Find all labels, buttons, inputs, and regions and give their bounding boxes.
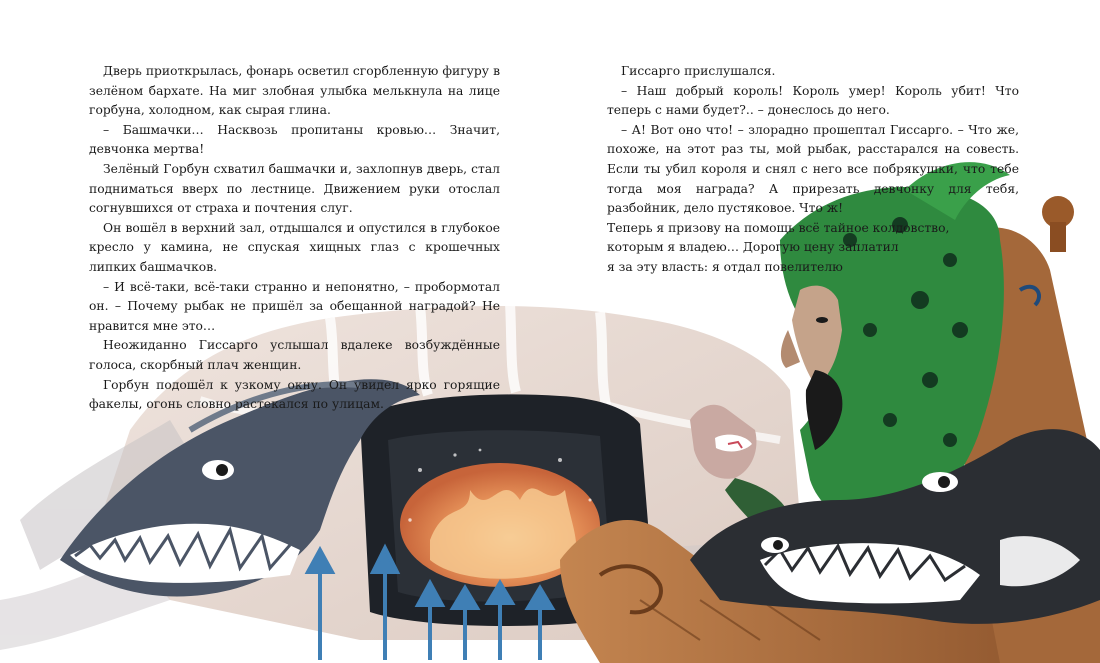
- text-line: я за эту власть: я отдал повелителю: [607, 259, 843, 274]
- paragraph: Горбун подошёл к узкому окну. Он увидел ярко горящие факелы, огонь словно растекался по улицам.: [89, 377, 500, 412]
- text-line: Теперь я призову на помощь всё тайное колдовство,: [607, 220, 950, 235]
- text-line: которым я владею… Дорогую цену заплатил: [607, 240, 899, 255]
- paragraph: – Наш добрый король! Король умер! Король убит! Что теперь с нами будет?.. – донеслось до него.: [607, 83, 1019, 118]
- text-column-right: [607, 62, 1019, 278]
- text-column-left: [89, 62, 500, 415]
- paragraph: – Башмачки… Насквозь пропитаны кровью… Значит, девчонка мертва!: [89, 122, 500, 157]
- paragraph: Зелёный Горбун схватил башмачки и, захлопнув дверь, стал подниматься вверх по лестнице. Движением руки отослал согнувшихся от страха и почтения слуг.: [89, 161, 500, 216]
- paragraph: Неожиданно Гиссарго услышал вдалеке возбуждённые голоса, скорбный плач женщин.: [89, 338, 500, 372]
- paragraph: – А! Вот оно что! – злорадно прошептал Гиссарго. – Что же, похоже, на этот раз ты, мой рыбак, расстарался на совесть. Если ты убил короля и снял с него все побрякушки, что тебе тогда моя награда? А прирезать девчонку для тебя, разбойник, дело пустяковое. Что ж!: [607, 122, 1019, 216]
- paragraph: Он вошёл в верхний зал, отдышался и опустился в глубокое кресло у камина, не спуская хищных глаз с крошечных липких башмачков.: [89, 220, 500, 274]
- paragraph: – И всё-таки, всё-таки странно и непонятно, – пробормотал он. – Почему рыбак не пришёл за обещанной наградой? Не нравится мне это…: [89, 279, 500, 333]
- paragraph: Гиссарго прислушался.: [621, 64, 776, 78]
- paragraph: Дверь приоткрылась, фонарь осветил сгорбленную фигуру в зелёном бархате. На миг злобная улыбка мелькнула на лице горбуна, холодном, как сырая глина.: [89, 64, 500, 118]
